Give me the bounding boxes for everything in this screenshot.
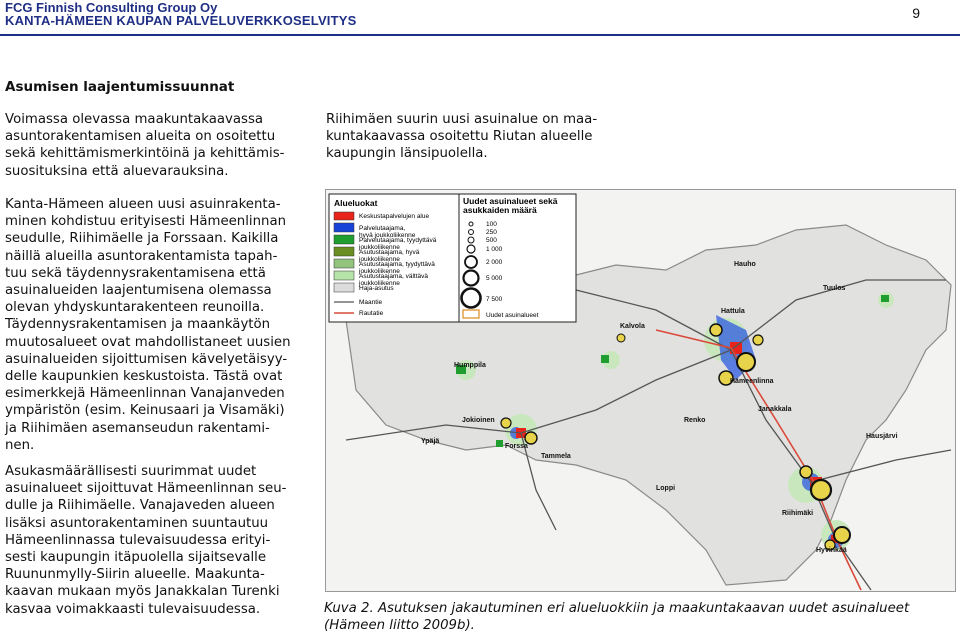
- legend-size-label-1: 250: [486, 229, 497, 236]
- legend-swatch: [334, 283, 354, 292]
- paragraph-plans: Voimassa olevassa maakuntakaavassa asuntorakentamisen alueita on osoitettu sekä kehittämismerkintöinä ja kehittämis- suosituksina että aluevarauksina.: [5, 112, 285, 179]
- legend-outline-label: Uudet asuinalueet: [486, 312, 539, 319]
- place-tammela: Tammela: [541, 453, 571, 460]
- legend-swatch: [334, 247, 354, 256]
- place-forssa: Forssa: [505, 443, 528, 450]
- legend-area-label-1: Palvelutaajama, hyvä joukkoliikenne: [359, 225, 416, 239]
- place-janakkala: Janakkala: [758, 406, 792, 413]
- legend-area-label-6: Haja-asutus: [359, 285, 394, 292]
- place-riihimaki: Riihimäki: [782, 510, 814, 517]
- place-humppila: Humppila: [454, 362, 486, 369]
- legend-size-label-0: 100: [486, 221, 497, 228]
- legend-size-label-5: 5 000: [486, 275, 503, 282]
- place-renko: Renko: [684, 417, 706, 424]
- legend-size-label-6: 7 500: [486, 296, 503, 303]
- legend-size-circle: [469, 230, 474, 235]
- legend-area-label-5: Asutustaajama, välttävä joukkoliikenne: [359, 273, 429, 287]
- legend-size-label-2: 500: [486, 237, 497, 244]
- legend-new-title: Uudet asuinalueet sekä asukkaiden määrä: [463, 196, 558, 215]
- place-hausjarvi: Hausjärvi: [866, 433, 898, 440]
- legend-areas: [329, 194, 459, 322]
- legend-areas-title: Alueluokat: [334, 198, 378, 208]
- paragraph-largest-areas: Asukasmäärällisesti suurimmat uudet asuinalueet sijoittuvat Hämeenlinnan seu- dulle ja Riihimäelle. Vanajaveden alueen lisäksi asuntorakentaminen suuntautuu Hämeenlinnassa tulevaisuudessa erityi- sesti kaupungin itäpuolella sijaitsevalle Ruununmylly-Siirin alueelle. Maakunta- kaavan mukaan myös Janakkalan Turenki kasvaa voimakkaasti tulevaisuudessa.: [5, 464, 287, 617]
- legend-area-label-2: Palvelutaajama, tyydyttävä joukkoliikenne: [359, 237, 437, 251]
- place-hameenlinna: Hämeenlinna: [730, 378, 774, 385]
- place-hauho: Hauho: [734, 261, 756, 268]
- place-hyvinkaa: Hyvinkää: [816, 547, 847, 554]
- legend-size-circle: [467, 245, 475, 253]
- legend-swatch: [334, 223, 354, 232]
- legend-swatch: [334, 259, 354, 268]
- paragraph-riihimaki: Riihimäen suurin uusi asuinalue on maa- kuntakaavassa osoitettu Riutan alueelle kaupungin länsipuolella.: [326, 112, 598, 162]
- legend-area-label-0: Keskustapalvelujen alue: [359, 213, 430, 220]
- legend-line-label-rail: Rautatie: [359, 310, 384, 317]
- legend-size-circle: [464, 271, 479, 286]
- place-kalvola: Kalvola: [620, 323, 645, 330]
- map-canvas: [326, 190, 955, 591]
- legend-size-circle: [468, 237, 474, 243]
- legend-swatch: [334, 271, 354, 280]
- section-title: Asumisen laajentumissuunnat: [5, 79, 235, 95]
- legend-new-areas: [459, 194, 576, 322]
- legend-line-label-road: Maantie: [359, 299, 383, 306]
- header-divider: [0, 34, 960, 36]
- legend-swatch: [334, 235, 354, 244]
- housing-map: [325, 189, 956, 592]
- place-jokioinen: Jokioinen: [462, 417, 495, 424]
- company-name: FCG Finnish Consulting Group Oy: [5, 0, 218, 15]
- legend-area-label-4: Asutustaajama, tyydyttävä joukkoliikenne: [359, 261, 435, 275]
- legend-size-label-4: 2 000: [486, 259, 503, 266]
- legend-area-label-3: Asutustaajama, hyvä joukkoliikenne: [359, 249, 420, 263]
- figure-caption: Kuva 2. Asutuksen jakautuminen eri alueluokkiin ja maakuntakaavan uudet asuinalueet (Hämeen liitto 2009b).: [324, 601, 910, 633]
- legend-size-label-3: 1 000: [486, 246, 503, 253]
- page-number: 9: [912, 5, 920, 21]
- place-hattula: Hattula: [721, 308, 745, 315]
- place-loppi: Loppi: [656, 485, 676, 492]
- document-title: KANTA-HÄMEEN KAUPAN PALVELUVERKKOSELVITYS: [5, 13, 357, 28]
- legend-size-circle: [465, 256, 477, 268]
- place-tuulos: Tuulos: [823, 285, 846, 292]
- legend-size-circle: [462, 289, 481, 308]
- legend-size-circle: [469, 222, 473, 226]
- legend-swatch: [334, 212, 354, 220]
- paragraph-new-housing: Kanta-Hämeen alueen uusi asuinrakenta- minen kohdistuu erityisesti Hämeenlinnan seudulle, Riihimäelle ja Forssaan. Kaikilla näillä alueilla asuntorakentamista tapah- tuu sekä täydennysrakentamisena että asuinalueiden laajentumisena olemassa olevan yhdyskuntarakenteen reunoilla. Täydennysrakentamisen ja maankäytön muutosalueet ovat mahdollistaneet uusien asuinalueiden sijoittumisen kävelyetäisyy- delle kaupunkien keskustoista. Tästä ovat esimerkkejä Hämeenlinnan Vanajanveden ympäristön (esim. Keinusaari ja Visamäki) ja Riihimäen asemanseudun rakentami- nen.: [5, 197, 291, 453]
- place-ypaja: Ypäjä: [421, 438, 440, 445]
